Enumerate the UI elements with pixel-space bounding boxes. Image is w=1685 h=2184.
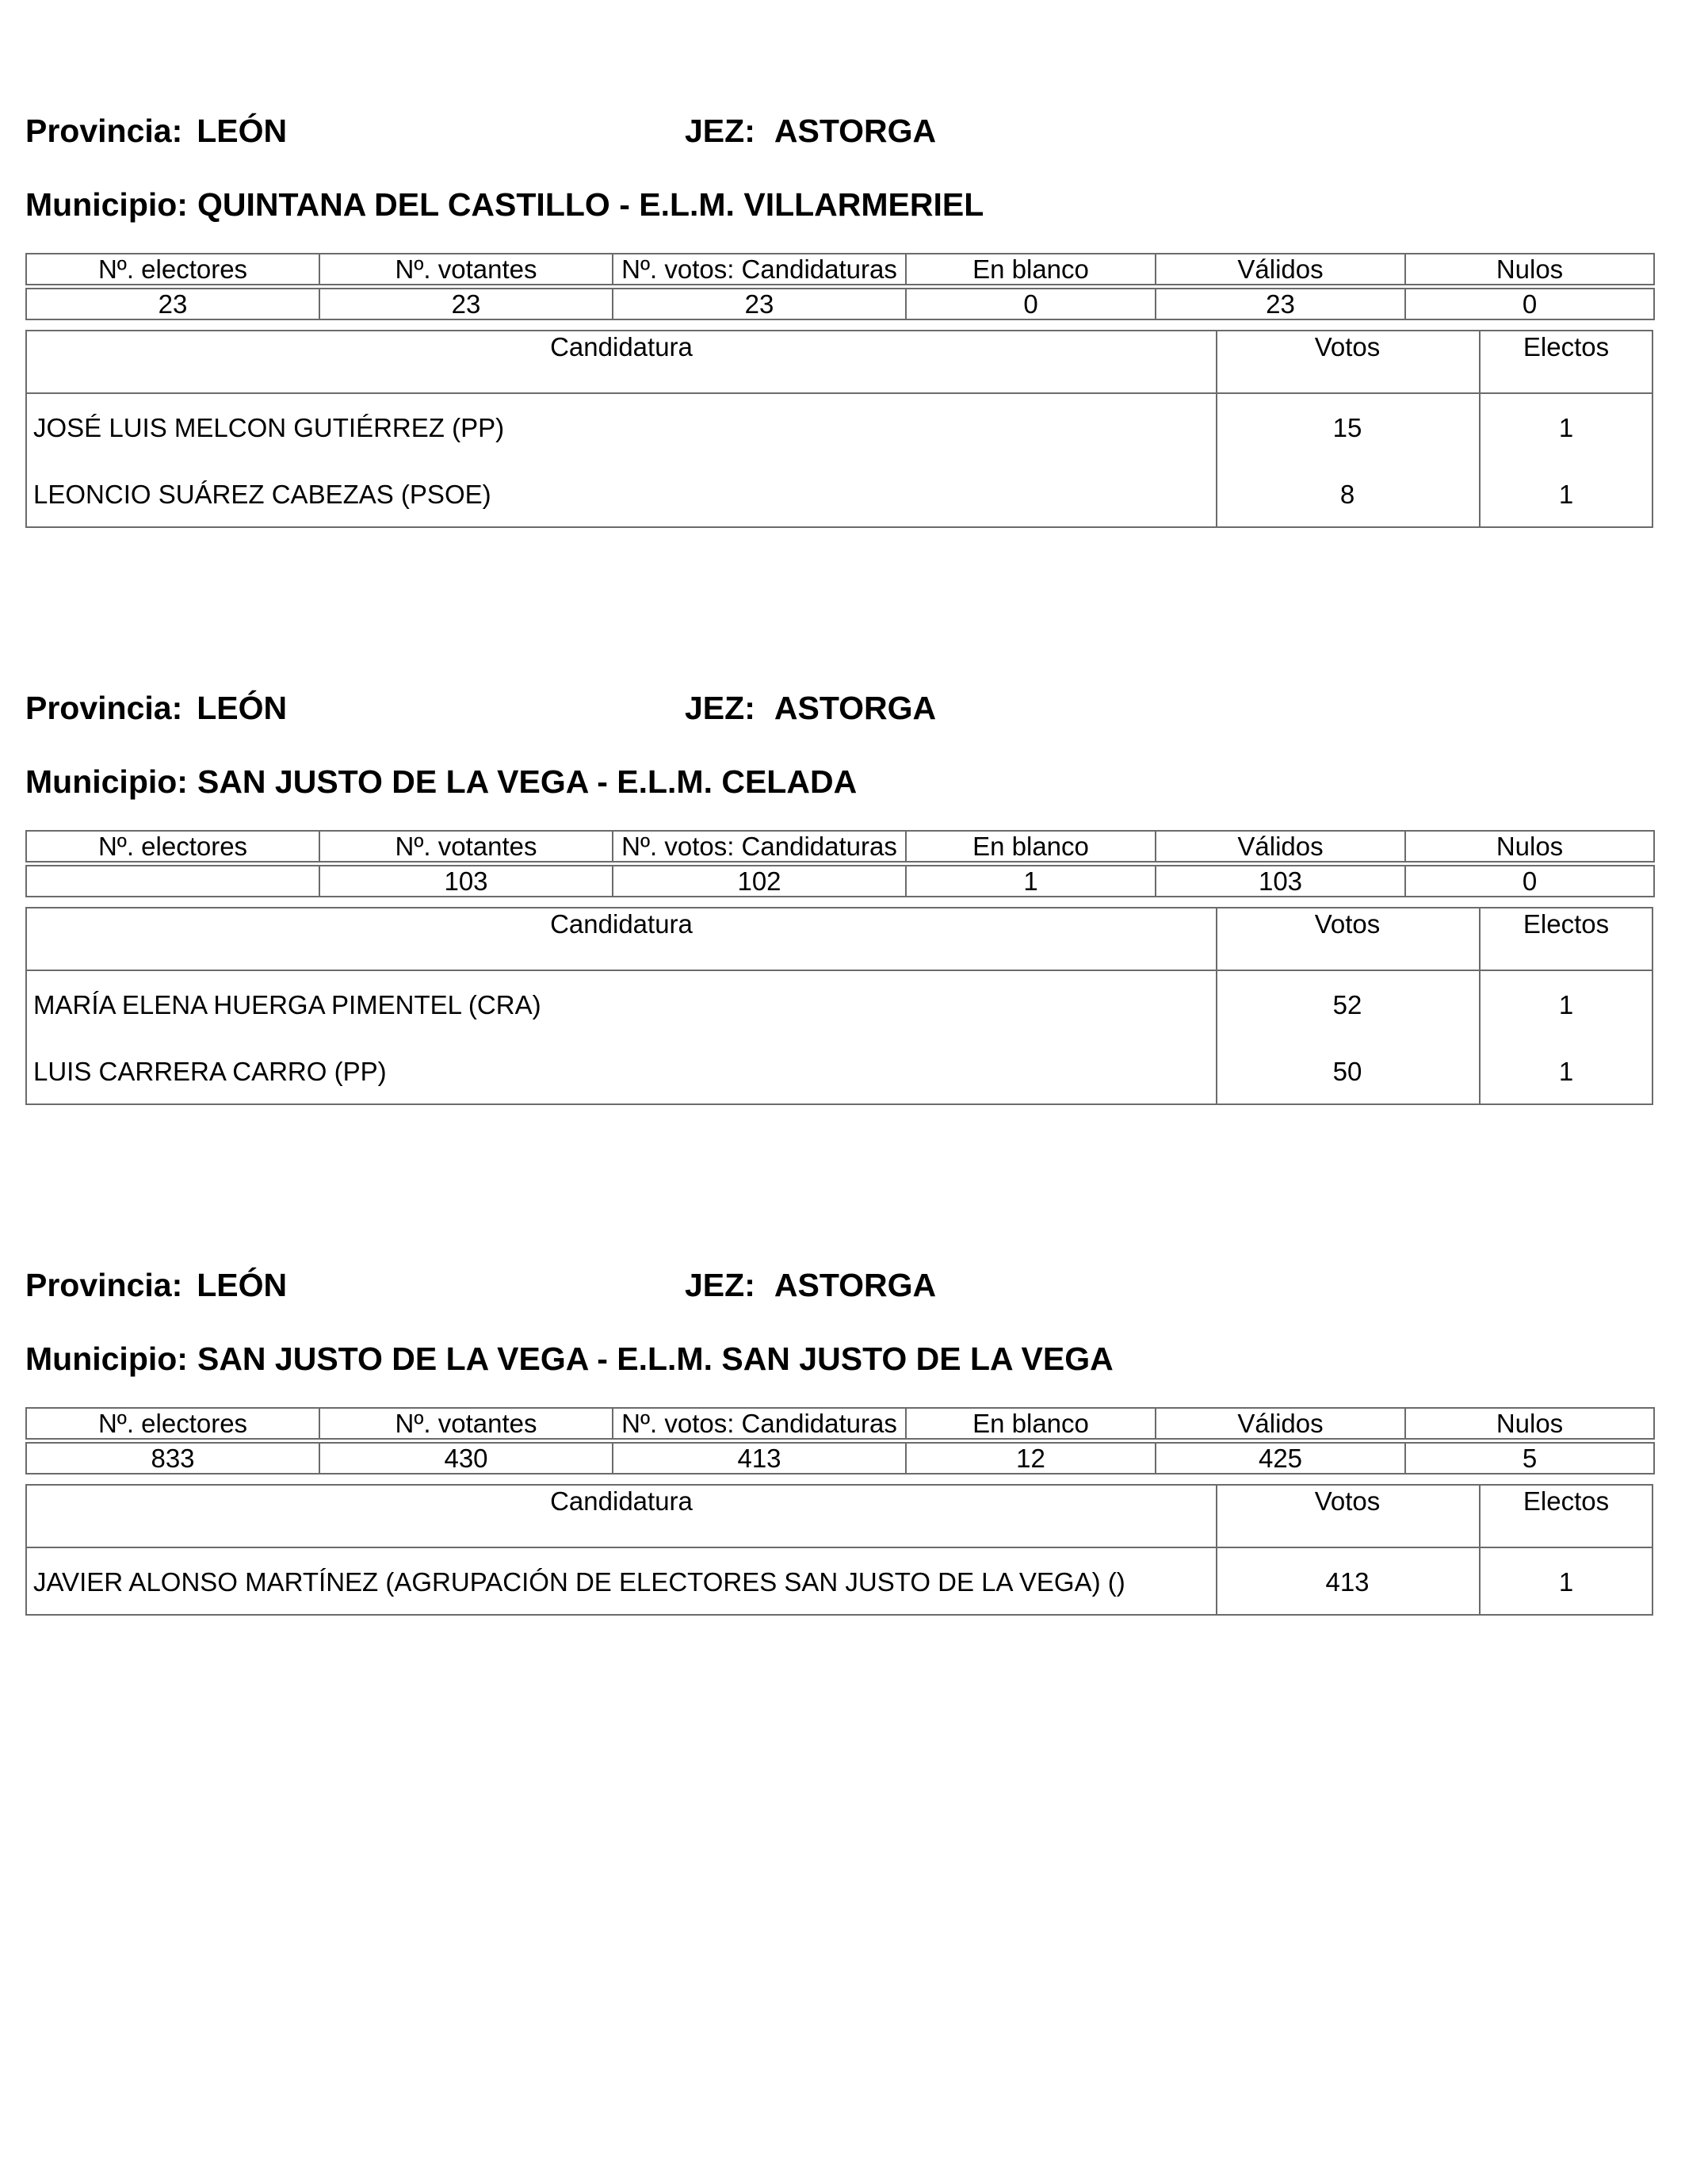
summary-header-cell: Válidos (1156, 831, 1405, 862)
candidate-row (27, 1549, 1652, 1616)
candidate-elected: 1 (1558, 1567, 1574, 1597)
candidatura-header: Candidatura (550, 1486, 693, 1516)
summary-value-cell: 1 (906, 866, 1156, 897)
candidate-row (27, 972, 1652, 1038)
summary-value-row (26, 289, 1654, 319)
candidates-table (25, 1484, 1653, 1616)
summary-header-cell: Nº. votos: Candidaturas (613, 254, 906, 285)
provincia-label: Provincia: (25, 113, 183, 149)
summary-header-row (26, 1408, 1654, 1439)
summary-value-cell: 833 (26, 1443, 319, 1474)
summary-header-cell: Válidos (1156, 1408, 1405, 1439)
municipio-label: Municipio: (25, 1341, 188, 1377)
summary-value-cell: 23 (319, 289, 613, 319)
jez-heading (685, 1265, 936, 1305)
summary-header-cell: Nulos (1405, 254, 1654, 285)
summary-value-cell: 23 (1156, 289, 1405, 319)
candidatura-header: Candidatura (550, 909, 693, 939)
municipio-section (25, 1265, 1653, 1820)
candidate-elected: 1 (1558, 990, 1574, 1019)
summary-value-cell (26, 866, 319, 897)
votos-header: Votos (1314, 332, 1381, 361)
summary-value-row (26, 866, 1654, 897)
summary-header-cell: En blanco (906, 1408, 1156, 1439)
candidate-elected: 1 (1558, 413, 1574, 442)
candidate-name: MARÍA ELENA HUERGA PIMENTEL (CRA) (33, 990, 541, 1019)
candidate-elected: 1 (1558, 1057, 1574, 1086)
candidate-row (27, 461, 1652, 528)
candidate-elected: 1 (1558, 480, 1574, 509)
summary-table (25, 1407, 1655, 1474)
jez-value: ASTORGA (774, 1267, 937, 1303)
provincia-heading (25, 111, 287, 151)
candidatura-header: Candidatura (550, 332, 693, 361)
summary-value-cell: 0 (1405, 289, 1654, 319)
provincia-heading (25, 1265, 287, 1305)
provincia-value: LEÓN (197, 690, 288, 726)
summary-value-cell: 0 (1405, 866, 1654, 897)
candidate-name: LEONCIO SUÁREZ CABEZAS (PSOE) (33, 480, 491, 509)
summary-header-cell: En blanco (906, 831, 1156, 862)
jez-heading (685, 111, 936, 151)
municipio-section (25, 688, 1653, 1243)
candidate-name: LUIS CARRERA CARRO (PP) (33, 1057, 387, 1086)
candidate-name: JAVIER ALONSO MARTÍNEZ (AGRUPACIÓN DE ELECTORES SAN JUSTO DE LA VEGA) () (33, 1567, 1125, 1597)
jez-label: JEZ: (685, 113, 755, 149)
summary-value-cell: 12 (906, 1443, 1156, 1474)
jez-value: ASTORGA (774, 690, 937, 726)
votos-header: Votos (1314, 909, 1381, 939)
summary-header-cell: Nulos (1405, 831, 1654, 862)
candidates-table (25, 907, 1653, 1105)
summary-header-cell: Nº. votantes (319, 1408, 613, 1439)
municipio-heading (25, 762, 857, 801)
summary-header-cell: Nº. electores (26, 1408, 319, 1439)
provincia-label: Provincia: (25, 690, 183, 726)
jez-label: JEZ: (685, 1267, 755, 1303)
provincia-heading (25, 688, 287, 728)
summary-value-cell: 103 (1156, 866, 1405, 897)
summary-value-cell: 5 (1405, 1443, 1654, 1474)
candidate-votes: 50 (1332, 1057, 1362, 1086)
summary-value-cell: 0 (906, 289, 1156, 319)
summary-header-cell: Nº. votos: Candidaturas (613, 831, 906, 862)
candidate-votes: 15 (1332, 413, 1362, 442)
candidates-table (25, 330, 1653, 528)
summary-header-cell: Nº. votantes (319, 254, 613, 285)
summary-value-cell: 103 (319, 866, 613, 897)
summary-header-cell: Nº. votantes (319, 831, 613, 862)
summary-header-row (26, 254, 1654, 285)
municipio-value: SAN JUSTO DE LA VEGA - E.L.M. SAN JUSTO DE LA VEGA (197, 1341, 1114, 1377)
summary-value-cell: 413 (613, 1443, 906, 1474)
candidate-name: JOSÉ LUIS MELCON GUTIÉRREZ (PP) (33, 413, 505, 442)
candidate-votes: 413 (1325, 1567, 1370, 1597)
candidate-row (27, 395, 1652, 461)
summary-header-cell: Nº. votos: Candidaturas (613, 1408, 906, 1439)
summary-value-cell: 23 (26, 289, 319, 319)
jez-value: ASTORGA (774, 113, 937, 149)
municipio-heading (25, 185, 984, 224)
summary-header-cell: Nº. electores (26, 831, 319, 862)
municipio-value: SAN JUSTO DE LA VEGA - E.L.M. CELADA (197, 763, 858, 800)
summary-header-cell: Nulos (1405, 1408, 1654, 1439)
municipio-heading (25, 1339, 1114, 1379)
summary-header-row (26, 831, 1654, 862)
provincia-label: Provincia: (25, 1267, 183, 1303)
summary-value-cell: 23 (613, 289, 906, 319)
provincia-value: LEÓN (197, 1267, 288, 1303)
electos-header: Electos (1523, 1486, 1610, 1516)
candidate-votes: 52 (1332, 990, 1362, 1019)
summary-header-cell: En blanco (906, 254, 1156, 285)
provincia-value: LEÓN (197, 113, 288, 149)
municipio-label: Municipio: (25, 186, 188, 223)
summary-value-row (26, 1443, 1654, 1474)
summary-header-cell: Nº. electores (26, 254, 319, 285)
municipio-value: QUINTANA DEL CASTILLO - E.L.M. VILLARMERIEL (197, 186, 984, 223)
municipio-section (25, 111, 1653, 666)
municipio-label: Municipio: (25, 763, 188, 800)
votos-header: Votos (1314, 1486, 1381, 1516)
summary-value-cell: 102 (613, 866, 906, 897)
summary-table (25, 830, 1655, 897)
summary-value-cell: 430 (319, 1443, 613, 1474)
candidate-votes: 8 (1339, 480, 1355, 509)
summary-value-cell: 425 (1156, 1443, 1405, 1474)
summary-table (25, 253, 1655, 320)
jez-heading (685, 688, 936, 728)
electos-header: Electos (1523, 332, 1610, 361)
jez-label: JEZ: (685, 690, 755, 726)
electos-header: Electos (1523, 909, 1610, 939)
summary-header-cell: Válidos (1156, 254, 1405, 285)
candidate-row (27, 1038, 1652, 1105)
